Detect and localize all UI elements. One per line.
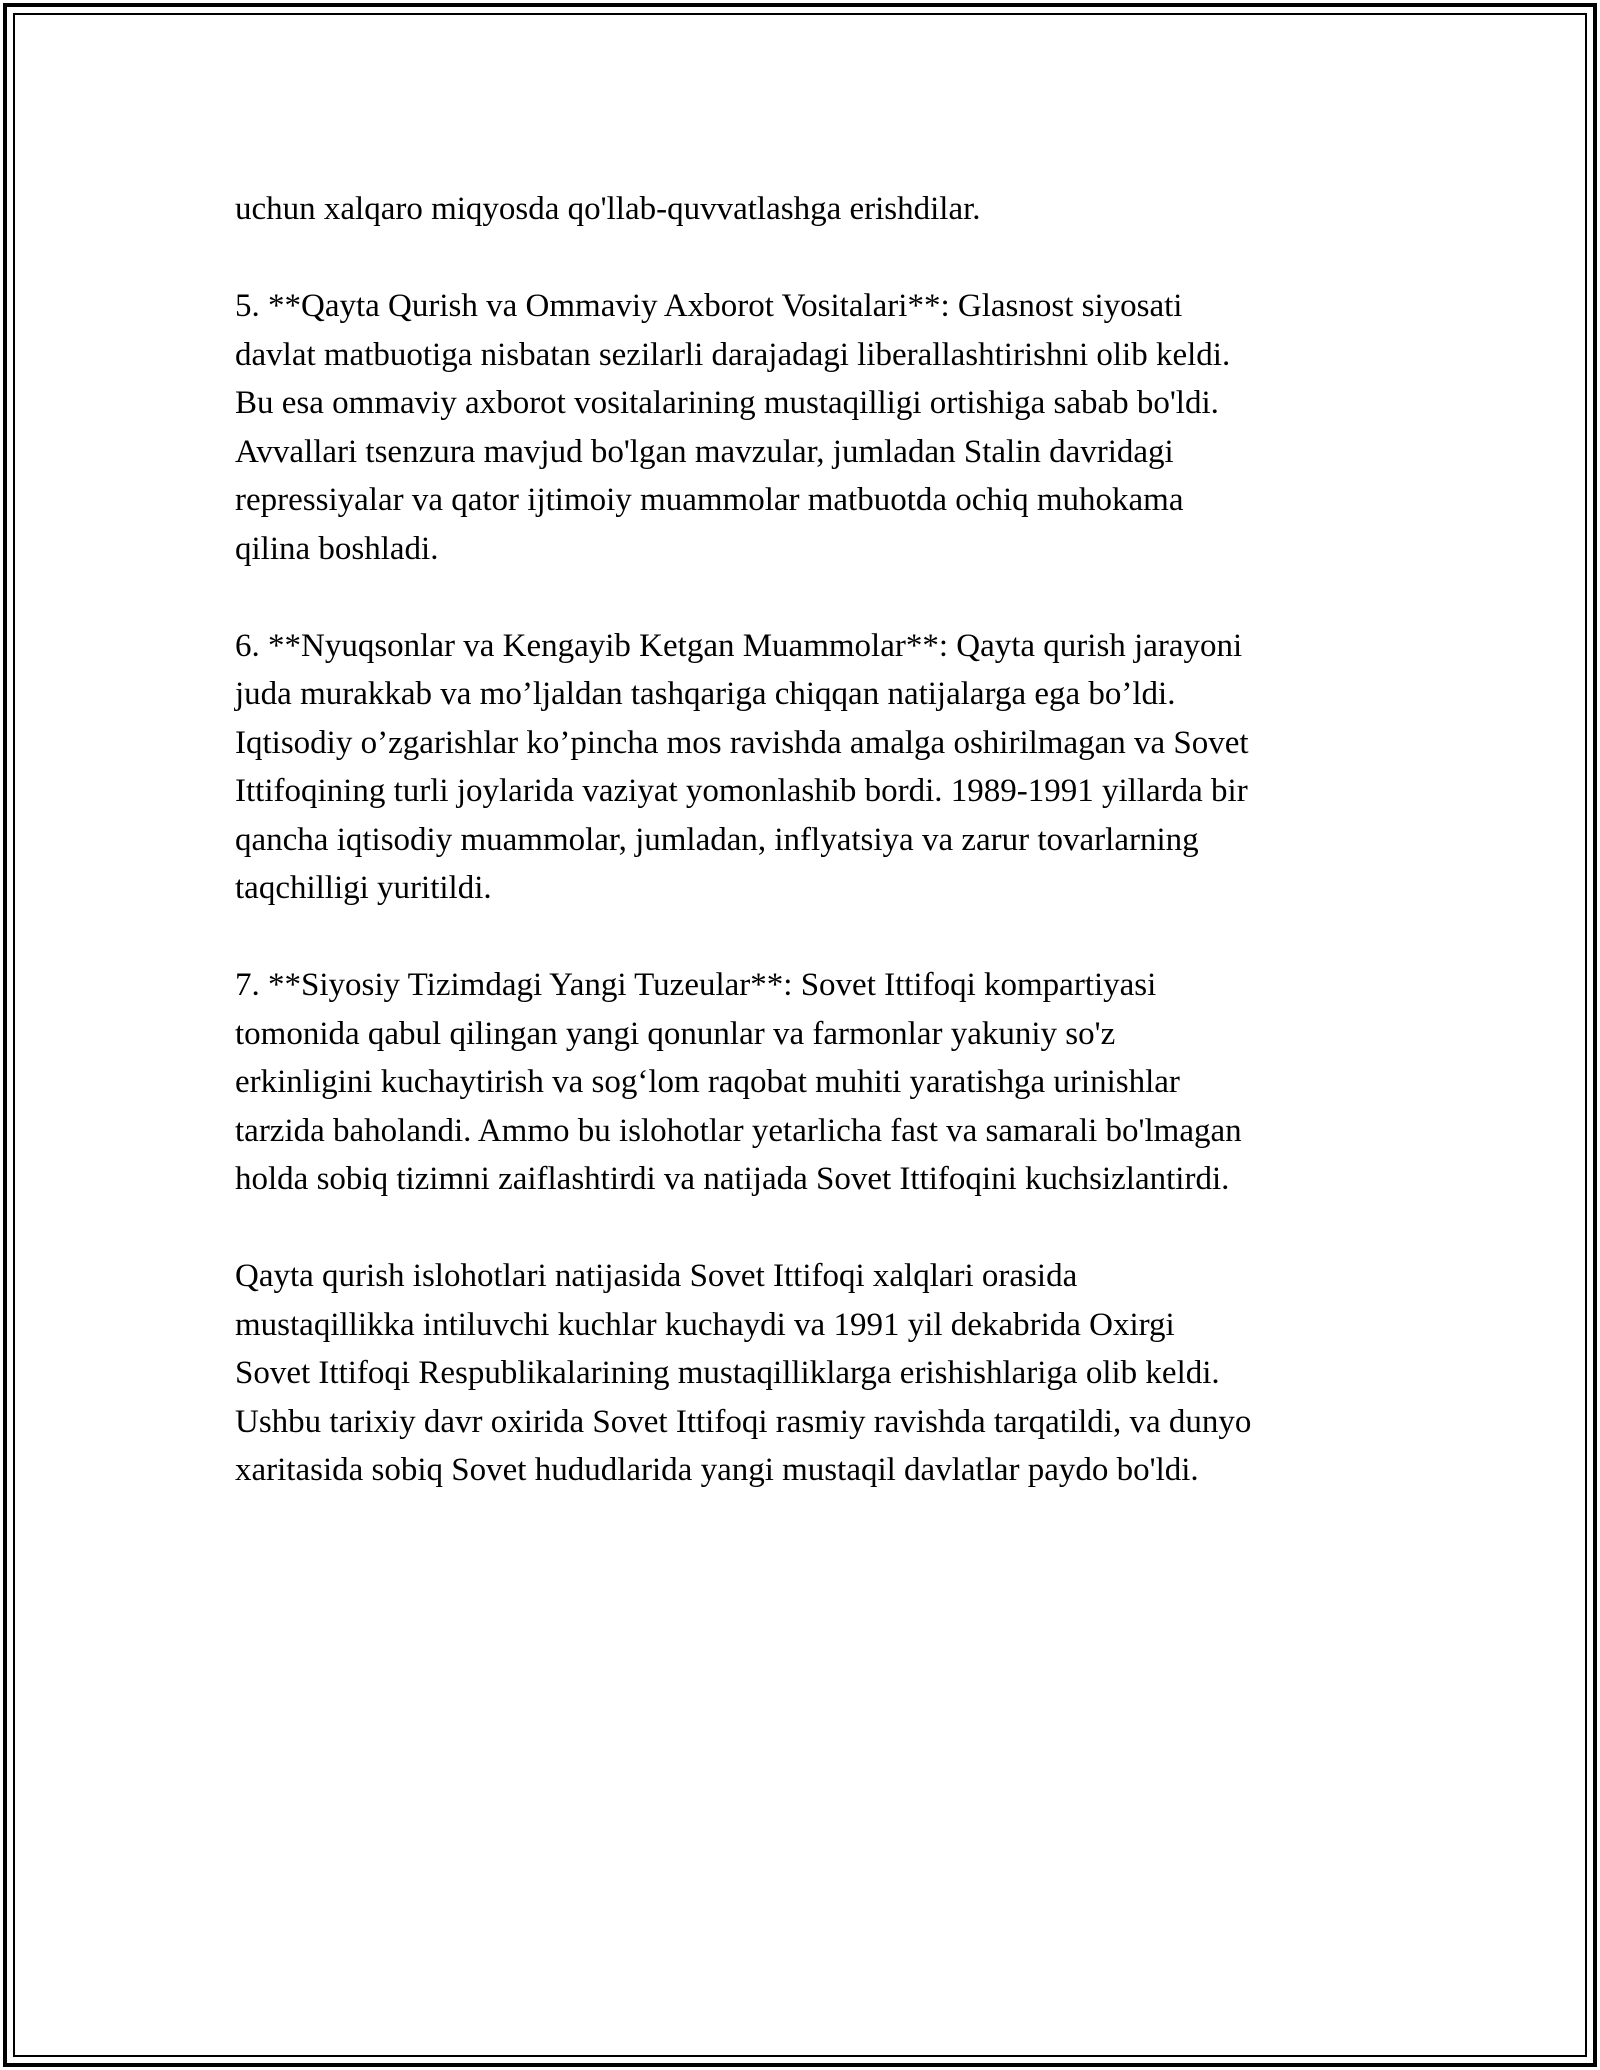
paragraph-item-5: 5. **Qayta Qurish va Ommaviy Axborot Vositalari**: Glasnost siyosati davlat matbuotiga nisbatan sezilarli darajadagi liberallashtirishni olib keldi. Bu esa ommaviy axborot vositalarining mustaqilligi ortishiga sabab bo'ldi. Avvallari tsenzura mavjud bo'lgan mavzular, jumladan Stalin davridagi repressiyalar va qator ijtimoiy muammolar matbuotda ochiq muhokama qilina boshladi. bbox=[235, 288, 1231, 567]
paragraph-item-6: 6. **Nyuqsonlar va Kengayib Ketgan Muammolar**: Qayta qurish jarayoni juda murakkab va mo’ljaldan tashqariga chiqqan natijalarga ega bo’ldi. Iqtisodiy o’zgarishlar ko’pincha mos ravishda amalga oshirilmagan va Sovet Ittifoqining turli joylarida vaziyat yomonlashib bordi. 1989-1991 yillarda bir qancha iqtisodiy muammolar, jumladan, inflyatsiya va zarur tovarlarning taqchilligi yuritildi. bbox=[235, 627, 1249, 906]
paragraph-continuation: uchun xalqaro miqyosda qo'llab-quvvatlashga erishdilar. bbox=[235, 191, 981, 227]
paragraph-item-7: 7. **Siyosiy Tizimdagi Yangi Tuzeular**: Sovet Ittifoqi kompartiyasi tomonida qabul qilingan yangi qonunlar va farmonlar yakuniy so'z erkinligini kuchaytirish va sog‘lom raqobat muhiti yaratishga urinishlar tarzida baholandi. Ammo bu islohotlar yetarlicha fast va samarali bo'lmagan holda sobiq tizimni zaiflashtirdi va natijada Sovet Ittifoqini kuchsizlantirdi. bbox=[235, 967, 1242, 1197]
paragraph-conclusion: Qayta qurish islohotlari natijasida Sovet Ittifoqi xalqlari orasida mustaqillikka intiluvchi kuchlar kuchaydi va 1991 yil dekabrida Oxirgi Sovet Ittifoqi Respublikalarining mustaqilliklarga erishishlariga olib keldi. Ushbu tarixiy davr oxirida Sovet Ittifoqi rasmiy ravishda tarqatildi, va dunyo xaritasida sobiq Sovet hududlarida yangi mustaqil davlatlar paydo bo'ldi. bbox=[235, 1258, 1252, 1488]
document-body bbox=[235, 185, 1415, 1543]
